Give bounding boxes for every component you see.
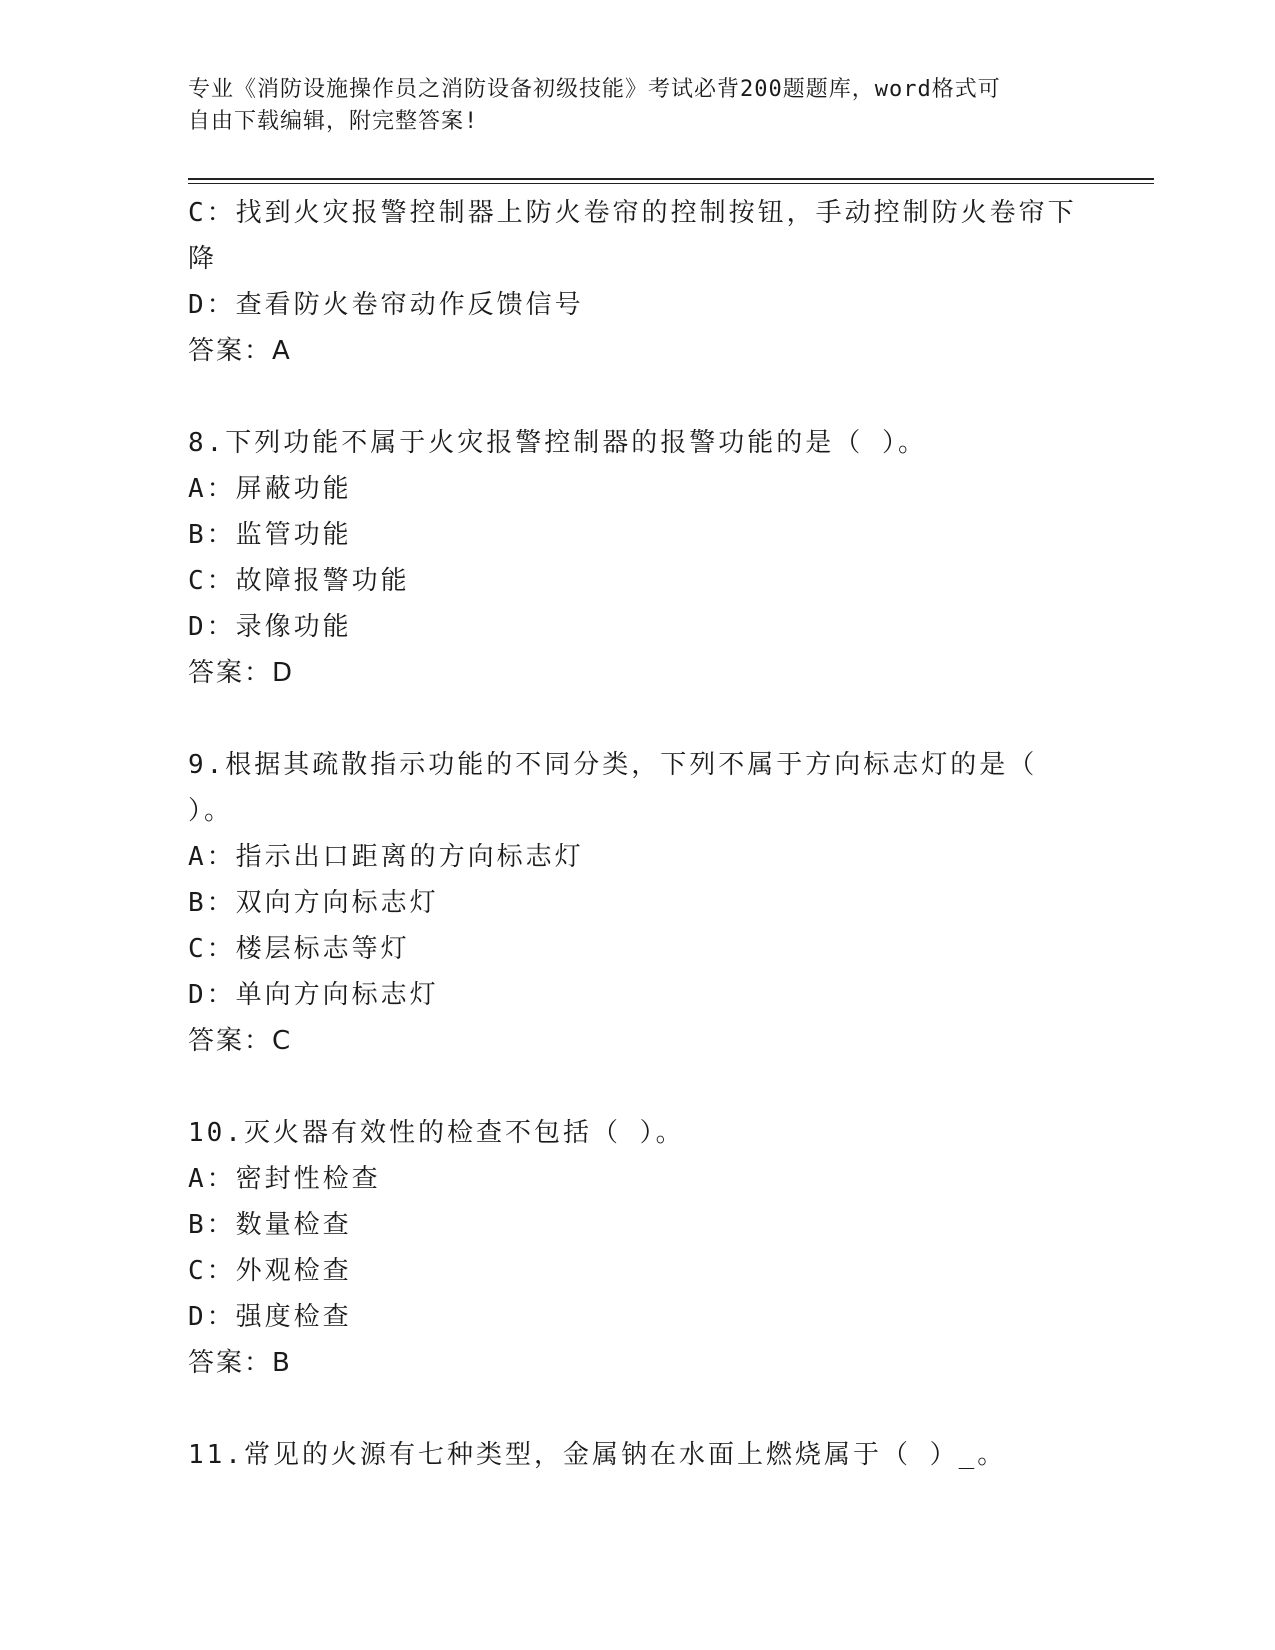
q8-question: 8.下列功能不属于火灾报警控制器的报警功能的是（ ）。 [188,428,927,458]
q10-option-c: C：外观检查 [188,1256,352,1286]
q7-option-c-line2: 降 [188,244,218,274]
q9-option-b: B：双向方向标志灯 [188,888,439,918]
q8-option-c: C：故障报警功能 [188,566,410,596]
spacer [188,1386,1088,1432]
question-11-block [188,1432,1088,1478]
q10-option-a: A：密封性检查 [188,1164,381,1194]
spacer [188,696,1088,742]
q10-option-b: B：数量检查 [188,1210,352,1240]
q10-answer: 答案：B [188,1348,292,1378]
spacer [188,1064,1088,1110]
header-line-1: 专业《消防设施操作员之消防设备初级技能》考试必背200题题库，word格式可 [188,77,1001,102]
q8-answer: 答案：D [188,658,295,688]
q10-option-d: D：强度检查 [188,1302,352,1332]
q9-option-c: C：楼层标志等灯 [188,934,410,964]
question-8-block [188,420,1088,696]
q8-option-b: B：监管功能 [188,520,352,550]
q9-option-a: A：指示出口距离的方向标志灯 [188,842,584,872]
q8-option-a: A：屏蔽功能 [188,474,352,504]
q7-answer: 答案：A [188,336,292,366]
q11-question: 11.常见的火源有七种类型，金属钠在水面上燃烧属于（ ）_。 [188,1440,1007,1470]
question-10-block [188,1110,1088,1386]
q9-question-line1: 9.根据其疏散指示功能的不同分类，下列不属于方向标志灯的是（ [188,750,1038,780]
spacer [188,374,1088,420]
q10-question: 10.灭火器有效性的检查不包括（ ）。 [188,1118,685,1148]
question-9-block [188,742,1088,1064]
question-7-block [188,190,1088,374]
header-line-2: 自由下载编辑，附完整答案! [188,109,479,134]
q9-answer: 答案：C [188,1026,293,1056]
document-header [188,74,1088,138]
q9-question-line2: ）。 [188,796,234,826]
header-divider-thick [188,178,1154,180]
q9-option-d: D：单向方向标志灯 [188,980,439,1010]
q8-option-d: D：录像功能 [188,612,352,642]
header-divider-thin [188,183,1154,184]
question-list [188,190,1088,1478]
q7-option-d: D：查看防火卷帘动作反馈信号 [188,290,584,320]
q7-option-c-line1: C：找到火灾报警控制器上防火卷帘的控制按钮，手动控制防火卷帘下 [188,198,1077,228]
